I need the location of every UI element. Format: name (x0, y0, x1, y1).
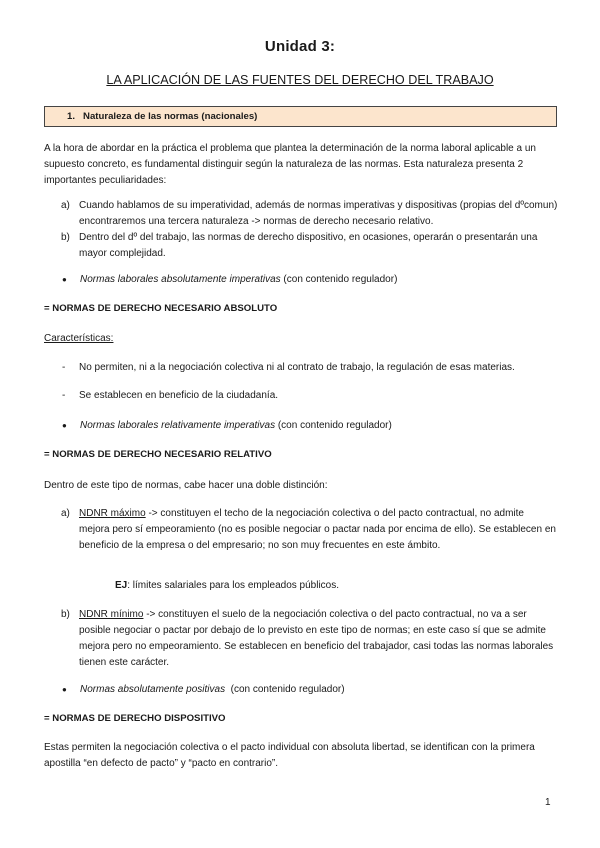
list-marker: - (62, 362, 66, 373)
section-title: Naturaleza de las normas (nacionales) (83, 111, 258, 122)
bullet-item (80, 272, 550, 288)
example-label: EJ (115, 580, 128, 591)
unit-title: Unidad 3: (264, 38, 336, 55)
bullet-icon: ● (62, 421, 67, 430)
example-line (115, 578, 535, 594)
bullet-icon: ● (62, 275, 67, 284)
list-item: Dentro del dº del trabajo, las normas de derecho dispositivo, en ocasiones, operarán o presentarán una mayor complejidad. (79, 232, 538, 259)
term-definition: -> constituyen el suelo de la negociación colectiva o del pacto contractual, no va a ser posible negociar o pactar por debajo de lo previsto en este tipo de normas; en este caso sí que se admite mejora pero no empeoramiento. Se establecen en beneficio del trabajador, casi todas las normas laborales tienen este carácter. (79, 609, 554, 668)
list-item-ndnr-maximo (79, 506, 557, 554)
bullet-item (80, 418, 550, 434)
section-header-box (44, 106, 557, 127)
intro-paragraph: A la hora de abordar en la práctica el problema que plantea la determinación de la norma laboral aplicable a un supuesto concreto, es fundamental distinguir según la naturaleza de las normas. Esta naturaleza presenta 2 importantes peculiaridades: (44, 143, 536, 186)
list-marker: - (62, 390, 66, 401)
list-item: Se establecen en beneficio de la ciudadanía. (79, 390, 279, 401)
heading-necesario-relativo: = NORMAS DE DERECHO NECESARIO RELATIVO (44, 449, 272, 460)
page-number: 1 (545, 797, 551, 808)
bullet-rest: (con contenido regulador) (280, 274, 398, 285)
term: NDNR mínimo (79, 609, 144, 620)
list-marker: a) (61, 200, 70, 211)
heading-dispositivo: = NORMAS DE DERECHO DISPOSITIVO (44, 713, 226, 724)
bullet-icon: ● (62, 685, 67, 694)
term: NDNR máximo (79, 508, 146, 519)
list-item: No permiten, ni a la negociación colectiva ni al contrato de trabajo, la regulación de esas materias. (79, 362, 515, 373)
bullet-item (80, 682, 550, 698)
characteristics-label: Características: (44, 333, 114, 344)
bullet-italic: Normas laborales absolutamente imperativas (80, 274, 281, 285)
section-number: 1. (67, 111, 76, 122)
bullet-italic: Normas laborales relativamente imperativas (80, 420, 276, 431)
unit-subtitle: LA APLICACIÓN DE LAS FUENTES DEL DERECHO DEL TRABAJO (106, 73, 494, 87)
list-marker: b) (61, 232, 70, 243)
bullet-rest: (con contenido regulador) (275, 420, 392, 431)
list-marker: b) (61, 609, 70, 620)
relativo-intro: Dentro de este tipo de normas, cabe hacer una doble distinción: (44, 480, 328, 491)
list-item: Cuando hablamos de su imperatividad, además de normas imperativas y dispositivas (propias del dºcomun) encontraremos una tercera naturaleza -> normas de derecho necesario relativo. (79, 200, 558, 227)
list-item-ndnr-minimo (79, 607, 559, 671)
heading-necesario-absoluto: = NORMAS DE DERECHO NECESARIO ABSOLUTO (44, 303, 278, 314)
bullet-rest: (con contenido regulador) (225, 684, 345, 695)
dispositivo-paragraph: Estas permiten la negociación colectiva o el pacto individual con absoluta libertad, se identifican con la primera apostilla “en defecto de pacto” y “pacto en contrario”. (44, 742, 535, 769)
example-text: : límites salariales para los empleados públicos. (127, 580, 340, 591)
bullet-italic: Normas absolutamente positivas (80, 684, 226, 695)
term-definition: -> constituyen el techo de la negociación colectiva o del pacto contractual, no admite mejora pero sí empeoramiento (no es posible negociar o pactar nada por encima de ello). Se establecen en beneficio de la empresa o del empresario; no son muy frecuentes en este ámbito. (79, 508, 556, 551)
list-marker: a) (61, 508, 70, 519)
